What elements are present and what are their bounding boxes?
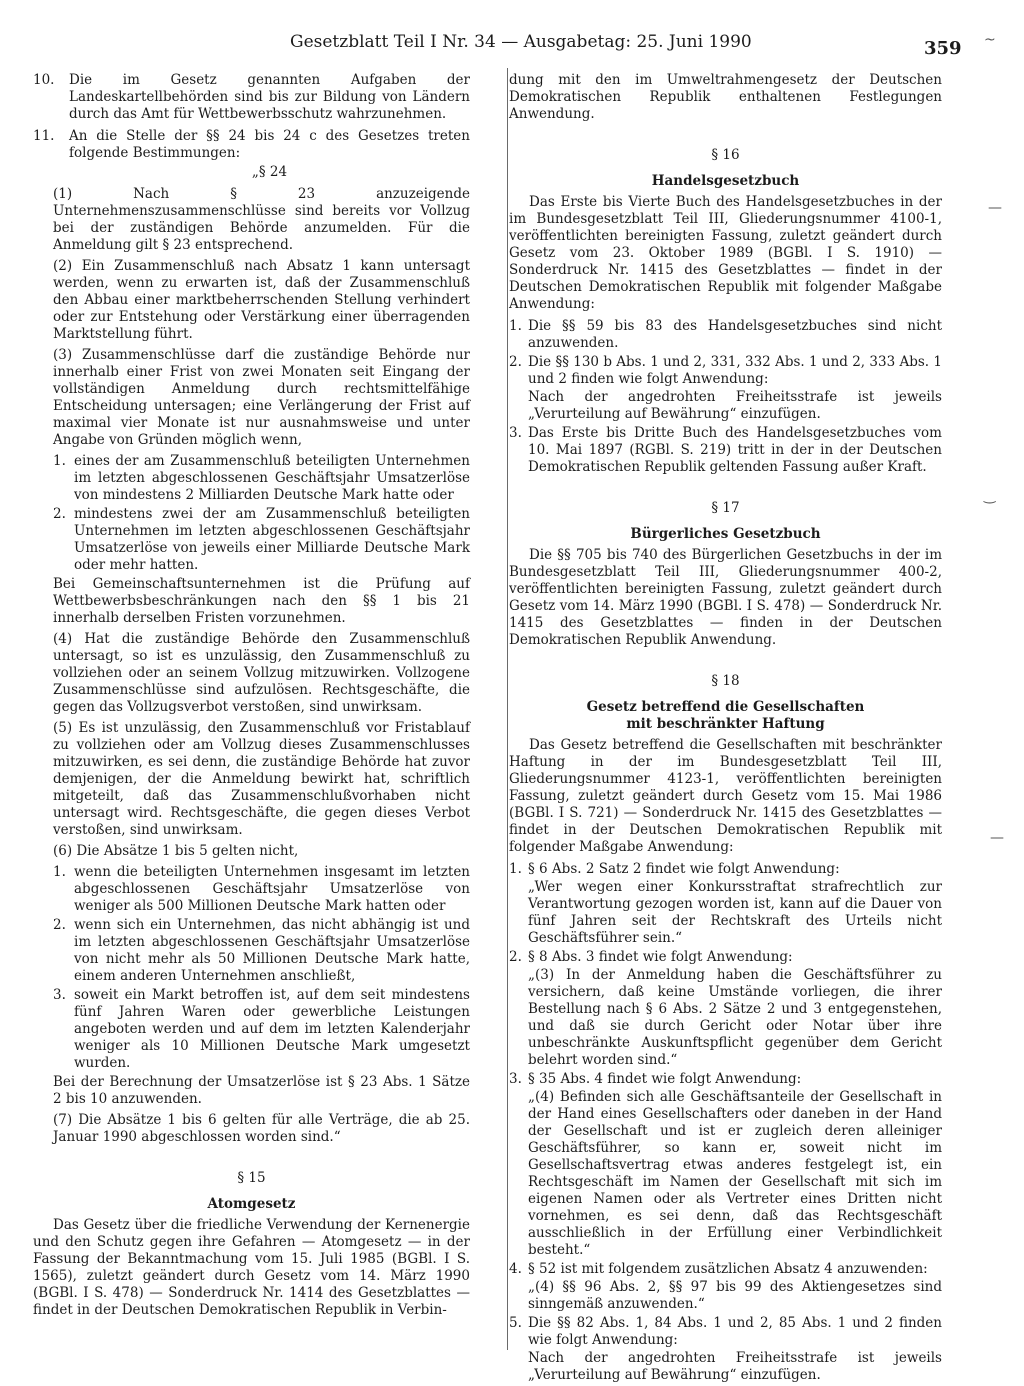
- column-divider: [507, 68, 508, 1350]
- section-number: § 18: [711, 673, 740, 689]
- section-title: Handelsgesetzbuch: [651, 173, 800, 189]
- section-24-body: [33, 186, 470, 1146]
- section-number: „§ 24: [251, 164, 288, 180]
- section-number: § 15: [237, 1170, 266, 1186]
- page-number: 359: [924, 38, 962, 59]
- header-title: Gesetzblatt Teil I Nr. 34 — Ausgabetag: 25. Juni 1990: [290, 32, 752, 52]
- margin-mark: ‿: [984, 488, 996, 504]
- section-title: Bürgerliches Gesetzbuch: [630, 526, 821, 542]
- paragraph: (7) Die Absätze 1 bis 6 gelten für alle Verträge, die ab 25. Januar 1990 abgeschlossen worden sind.“: [53, 1112, 470, 1145]
- paragraph: (4) Hat die zuständige Behörde den Zusammenschluß untersagt, so ist es unzulässig, den Zusammenschluß zu vollziehen oder an seinem Vollzug mitzuwirken. Vollzogene Zusammenschlüsse sind aufzulösen. Rechtsgeschäfte, die gegen das Vollzugsverbot verstoßen, sind unwirksam.: [53, 631, 470, 715]
- list-item: 3. soweit ein Markt betroffen ist, auf dem seit mindestens fünf Jahren Waren oder gewerbliche Leistungen angeboten werden und auf dem im letzten Kalenderjahr weniger als 10 Millionen Deutsche Mark umgesetzt wurden.: [53, 987, 470, 1071]
- paragraph: (2) Ein Zusammenschluß nach Absatz 1 kann untersagt werden, wenn zu erwarten ist, daß der Zusammenschluß den Abbau einer marktbeherrschenden Stellung verhindert oder zur Entstehung oder Verstärkung einer überragenden Marktstellung führt.: [53, 258, 470, 342]
- section-title: Atomgesetz: [207, 1196, 296, 1212]
- quote: „(4) Befinden sich alle Geschäftsanteile der Gesellschaft in der Hand eines Gesellschafters oder daneben in der Hand der Gesellschaft und ist er zugleich deren alleiniger Geschäftsführer, so kann er, soweit nicht im Gesellschaftsvertrag etwas anderes festgelegt ist, ein Rechtsgeschäft im Namen der Gesellschaft mit sich im eigenen Namen oder als Vertreter eines Dritten nicht vornehmen, es sei denn, daß das Rechtsgeschäft ausschließlich in der Erfüllung einer Verbindlichkeit besteht.“: [528, 1089, 942, 1258]
- paragraph: Bei Gemeinschaftsunternehmen ist die Prüfung auf Wettbewerbsbeschränkungen nach den §§ 1 bis 21 innerhalb derselben Fristen vorzunehmen.: [53, 576, 470, 626]
- left-column: [33, 72, 470, 1319]
- paragraph: Bei der Berechnung der Umsatzerlöse ist § 23 Abs. 1 Sätze 2 bis 10 anzuwenden.: [53, 1074, 470, 1107]
- list-item: 2. § 8 Abs. 3 findet wie folgt Anwendung: „(3) In der Anmeldung haben die Geschäftsführer zu versichern, daß keine Umstände vorliegen, die ihrer Bestellung nach § 6 Abs. 2 Sätze 2 und 3 entgegenstehen, und daß sie durch Gericht oder Notar über ihre unbeschränkte Auskunftspflicht gegenüber dem Gericht belehrt worden sind.“: [509, 949, 942, 1068]
- quote: Nach der angedrohten Freiheitsstrafe ist jeweils „Verurteilung auf Bewährung“ einzufügen.: [528, 1350, 942, 1383]
- section-subtitle: mit beschränkter Haftung: [626, 716, 825, 732]
- list-item: 1. Die §§ 59 bis 83 des Handelsgesetzbuches sind nicht anzuwenden.: [509, 318, 942, 351]
- list-item: 2. mindestens zwei der am Zusammenschluß beteiligten Unternehmen im letzten abgeschlossenen Geschäftsjahr Umsatzerlöse von jeweils einer Milliarde Deutsche Mark oder mehr hatten.: [53, 506, 470, 573]
- list-item: 4. § 52 ist mit folgendem zusätzlichen Absatz 4 anzuwenden: „(4) §§ 96 Abs. 2, §§ 97 bis 99 des Aktiengesetzes sind sinngemäß anzuwenden.“: [509, 1261, 942, 1312]
- list-item: 1. eines der am Zusammenschluß beteiligten Unternehmen im letzten abgeschlossenen Geschäftsjahr Umsatzerlöse von mindestens 2 Milliarden Deutsche Mark hatte oder: [53, 453, 470, 503]
- list-item: 2. wenn sich ein Unternehmen, das nicht abhängig ist und im letzten abgeschlossenen Geschäftsjahr Umsatzerlöse von nicht mehr als 50 Millionen Deutsche Mark hatte, einem anderen Unternehmen anschließt,: [53, 917, 470, 984]
- paragraph: (3) Zusammenschlüsse darf die zuständige Behörde nur innerhalb einer Frist von zwei Monaten seit Eingang der vollständigen Anmeldung durch rechtsmittelfähige Entscheidung untersagen; eine Verlängerung der Frist auf maximal vier Monate ist nur ausnahmsweise und unter Angabe von Gründen möglich wenn,: [53, 347, 470, 448]
- list-item: 3. § 35 Abs. 4 findet wie folgt Anwendung: „(4) Befinden sich alle Geschäftsanteile der Gesellschaft in der Hand eines Gesellschafters oder daneben in der Hand der Gesellschaft und ist er zugleich deren alleiniger Geschäftsführer, so kann er, soweit nicht im Gesellschaftsvertrag etwas anderes festgelegt ist, ein Rechtsgeschäft im Namen der Gesellschaft mit sich im eigenen Namen oder als Vertreter eines Dritten nicht vornehmen, es sei denn, daß das Rechtsgeschäft ausschließlich in der Erfüllung einer Verbindlichkeit besteht.“: [509, 1071, 942, 1258]
- list-item: 3. Das Erste bis Dritte Buch des Handelsgesetzbuches vom 10. Mai 1897 (RGBl. S. 219) tritt in der in der Deutschen Demokratischen Republik geltenden Fassung außer Kraft.: [509, 425, 942, 475]
- list-item: 10. Die im Gesetz genannten Aufgaben der Landeskartellbehörden sind bis zur Bildung von Ländern durch das Amt für Wettbewerbsschutz wahrzunehmen.: [33, 72, 470, 122]
- margin-mark: —: [990, 830, 1004, 846]
- list-item: 11. An die Stelle der §§ 24 bis 24 c des Gesetzes treten folgende Bestimmungen: „§ 24: [33, 128, 470, 180]
- quote: „(4) §§ 96 Abs. 2, §§ 97 bis 99 des Aktiengesetzes sind sinngemäß anzuwenden.“: [528, 1279, 942, 1312]
- quote: „Wer wegen einer Konkursstraftat strafrechtlich zur Verantwortung gezogen worden ist, kann auf die Dauer von fünf Jahren seit der Rechtskraft des Urteils nicht Geschäftsführer sein.“: [528, 879, 942, 946]
- list-item: 5. Die §§ 82 Abs. 1, 84 Abs. 1 und 2, 85 Abs. 1 und 2 finden wie folgt Anwendung: Nach der angedrohten Freiheitsstrafe ist jeweils „Verurteilung auf Bewährung“ einzufügen.: [509, 1315, 942, 1383]
- paragraph: Die §§ 705 bis 740 des Bürgerlichen Gesetzbuchs in der im Bundesgesetzblatt Teil III, Gliederungsnummer 400-2, veröffentlichten bereinigten Fassung, zuletzt geändert durch Gesetz vom 14. März 1990 (BGBl. I S. 478) — Sonderdruck Nr. 1415 des Gesetzblattes — finden in der Deutschen Demokratischen Republik Anwendung.: [509, 547, 942, 648]
- quote: „(3) In der Anmeldung haben die Geschäftsführer zu versichern, daß keine Umstände vorliegen, die ihrer Bestellung nach § 6 Abs. 2 Sätze 2 und 3 entgegenstehen, und daß sie durch Gericht oder Notar über ihre unbeschränkte Auskunftspflicht gegenüber dem Gericht belehrt worden sind.“: [528, 967, 942, 1068]
- paragraph: dung mit den im Umweltrahmengesetz der Deutschen Demokratischen Republik enthaltenen Festlegungen Anwendung.: [509, 72, 942, 122]
- margin-mark: —: [988, 200, 1002, 216]
- page-header: [0, 32, 1024, 62]
- list-item: 1. § 6 Abs. 2 Satz 2 findet wie folgt Anwendung: „Wer wegen einer Konkursstraftat strafrechtlich zur Verantwortung gezogen worden ist, kann auf die Dauer von fünf Jahren seit der Rechtskraft des Urteils nicht Geschäftsführer sein.“: [509, 861, 942, 946]
- quote: Nach der angedrohten Freiheitsstrafe ist jeweils „Verurteilung auf Bewährung“ einzufügen.: [528, 389, 942, 422]
- margin-mark: ~: [984, 32, 996, 48]
- list-item: 1. wenn die beteiligten Unternehmen insgesamt im letzten abgeschlossenen Geschäftsjahr Umsatzerlöse von weniger als 500 Millionen Deutsche Mark hatten oder: [53, 864, 470, 914]
- paragraph: (1) Nach § 23 anzuzeigende Unternehmenszusammenschlüsse sind bereits vor Vollzug bei der zuständigen Behörde anzumelden. Für die Anmeldung gilt § 23 entsprechend.: [53, 186, 470, 253]
- paragraph: Das Erste bis Vierte Buch des Handelsgesetzbuches in der im Bundesgesetzblatt Teil III, Gliederungsnummer 4100-1, veröffentlichten bereinigten Fassung, zuletzt geändert durch Gesetz vom 23. Oktober 1989 (BGBl. I S. 1910) — Sonderdruck Nr. 1415 des Gesetzblattes — findet in der Deutschen Demokratischen Republik mit folgender Maßgabe Anwendung:: [509, 194, 942, 312]
- section-number: § 16: [711, 147, 740, 163]
- section-number: § 17: [711, 500, 740, 516]
- paragraph: (5) Es ist unzulässig, den Zusammenschluß vor Fristablauf zu vollziehen oder am Vollzug dieses Zusammenschlusses mitzuwirken, es sei denn, die zuständige Behörde hat zuvor demjenigen, der die Anmeldung bewirkt hat, schriftlich mitgeteilt, daß das Zusammenschlußvorhaben nicht untersagt wird. Rechtsgeschäfte, die gegen dieses Verbot verstoßen, sind unwirksam.: [53, 720, 470, 838]
- paragraph: (6) Die Absätze 1 bis 5 gelten nicht,: [53, 843, 299, 859]
- right-column: [509, 72, 942, 1386]
- paragraph: Das Gesetz über die friedliche Verwendung der Kernenergie und den Schutz gegen ihre Gefahren — Atomgesetz — in der Fassung der Bekanntmachung vom 15. Juli 1985 (BGBl. I S. 1565), zuletzt geändert durch Gesetz vom 14. März 1990 (BGBl. I S. 478) — Sonderdruck Nr. 1414 des Gesetzblattes — findet in der Deutschen Demokratischen Republik in Verbin-: [33, 1217, 470, 1318]
- list-item: 2. Die §§ 130 b Abs. 1 und 2, 331, 332 Abs. 1 und 2, 333 Abs. 1 und 2 finden wie folgt Anwendung: Nach der angedrohten Freiheitsstrafe ist jeweils „Verurteilung auf Bewährung“ einzufügen.: [509, 354, 942, 422]
- paragraph: Das Gesetz betreffend die Gesellschaften mit beschränkter Haftung in der im Bundesgesetzblatt Teil III, Gliederungsnummer 4123-1, veröffentlichten bereinigten Fassung, zuletzt geändert durch Gesetz vom 15. Mai 1986 (BGBl. I S. 721) — Sonderdruck Nr. 1415 des Gesetzblattes — findet in der Deutschen Demokratischen Republik mit folgender Maßgabe Anwendung:: [509, 737, 942, 855]
- section-title: Gesetz betreffend die Gesellschaften: [586, 699, 865, 715]
